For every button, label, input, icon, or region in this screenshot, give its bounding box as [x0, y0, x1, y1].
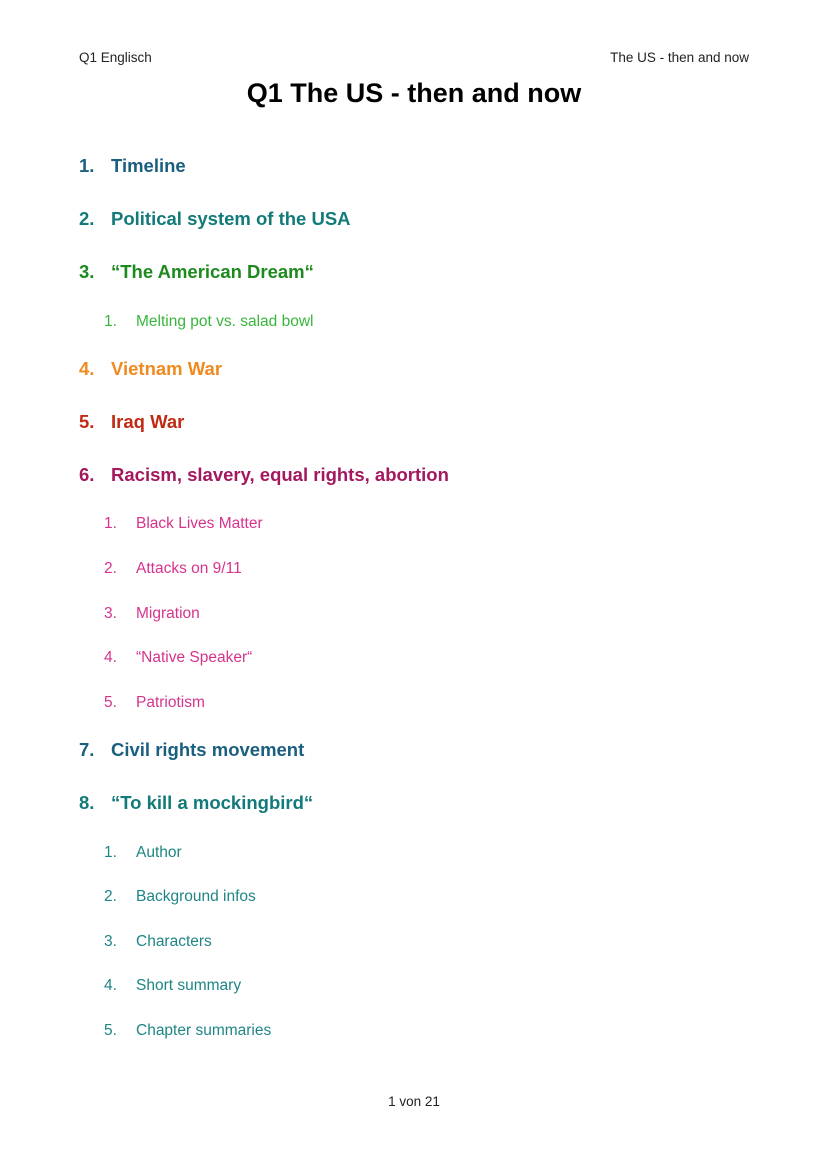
- toc-number: 5.: [79, 411, 95, 432]
- toc-number: 1.: [104, 313, 117, 330]
- header-right: The US - then and now: [610, 50, 749, 65]
- page-number: 1 von 21: [388, 1094, 440, 1109]
- toc-item: [79, 464, 449, 486]
- toc-label: Iraq War: [111, 411, 185, 432]
- toc-label: Civil rights movement: [111, 739, 305, 760]
- toc-subitem: [104, 1022, 271, 1040]
- toc-label: Migration: [136, 605, 200, 622]
- toc-number: 3.: [104, 933, 117, 950]
- toc-subitem: [104, 844, 182, 862]
- page-title: Q1 The US - then and now: [246, 78, 582, 108]
- toc-subitem: [104, 649, 252, 667]
- toc-label: “The American Dream“: [111, 261, 314, 282]
- header-left: Q1 Englisch: [79, 50, 152, 65]
- toc-number: 5.: [104, 694, 117, 711]
- toc-label: Patriotism: [136, 694, 205, 711]
- toc-number: 1.: [104, 515, 117, 532]
- toc-subitem: [104, 560, 242, 578]
- toc-item: [79, 261, 314, 283]
- toc-item: [79, 358, 222, 380]
- toc-number: 2.: [104, 560, 117, 577]
- toc-label: Author: [136, 844, 182, 861]
- toc-number: 4.: [104, 649, 117, 666]
- toc-number: 4.: [104, 977, 117, 994]
- toc-number: 3.: [104, 605, 117, 622]
- toc-label: Political system of the USA: [111, 208, 351, 229]
- toc-number: 1.: [104, 844, 117, 861]
- toc-subitem: [104, 933, 212, 951]
- toc-label: Background infos: [136, 888, 256, 905]
- toc-label: Attacks on 9/11: [136, 560, 242, 577]
- toc-subitem: [104, 977, 241, 995]
- toc-item: [79, 792, 313, 814]
- page-header: [79, 50, 749, 65]
- toc-label: “Native Speaker“: [136, 649, 253, 666]
- toc-number: 2.: [79, 208, 95, 229]
- toc-item: [79, 739, 304, 761]
- toc-label: Racism, slavery, equal rights, abortion: [111, 464, 449, 485]
- toc-number: 5.: [104, 1022, 117, 1039]
- toc-label: Short summary: [136, 977, 242, 994]
- toc-number: 7.: [79, 739, 95, 760]
- toc-subitem: [104, 888, 256, 906]
- toc-subitem: [104, 313, 313, 331]
- toc-subitem: [104, 605, 200, 623]
- toc-number: 2.: [104, 888, 117, 905]
- toc-item: [79, 411, 184, 433]
- toc-number: 8.: [79, 792, 95, 813]
- toc-number: 6.: [79, 464, 95, 485]
- toc-subitem: [104, 694, 205, 712]
- toc-item: [79, 155, 186, 177]
- toc-subitem: [104, 515, 263, 533]
- toc-label: Characters: [136, 933, 212, 950]
- toc-number: 1.: [79, 155, 95, 176]
- toc-number: 3.: [79, 261, 95, 282]
- toc-label: Melting pot vs. salad bowl: [136, 313, 314, 330]
- toc-label: Timeline: [111, 155, 186, 176]
- toc-label: “To kill a mockingbird“: [111, 792, 314, 813]
- toc-label: Black Lives Matter: [136, 515, 263, 532]
- toc-item: [79, 208, 351, 230]
- toc-label: Vietnam War: [111, 358, 223, 379]
- toc-label: Chapter summaries: [136, 1022, 272, 1039]
- toc-number: 4.: [79, 358, 95, 379]
